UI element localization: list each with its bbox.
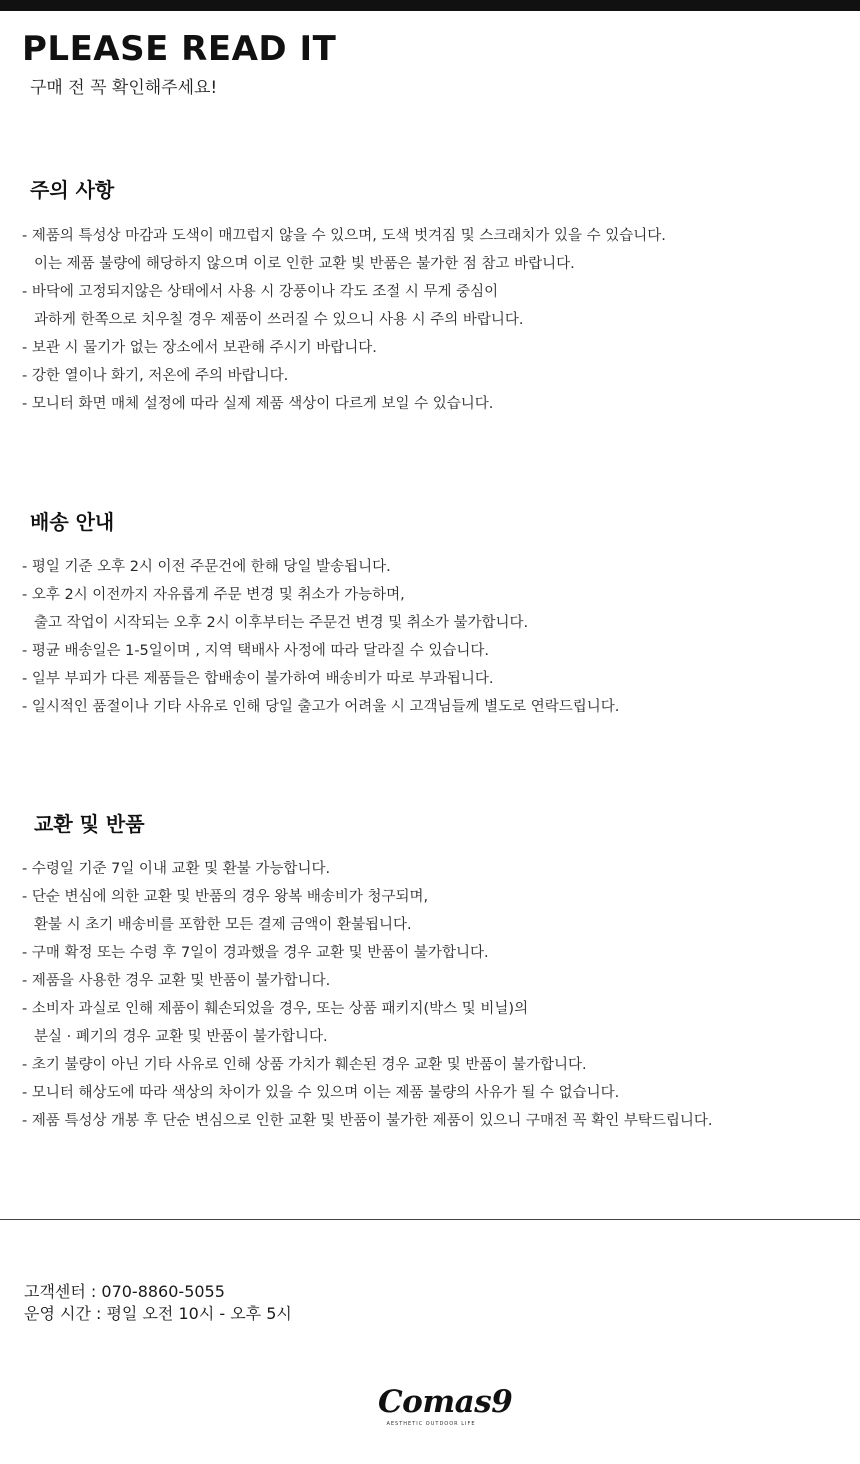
exchange-line: - 단순 변심에 의한 교환 및 반품의 경우 왕복 배송비가 청구되며, [22, 889, 429, 905]
exchange-list [22, 855, 713, 1135]
footer-divider [0, 1219, 860, 1220]
caution-line: - 보관 시 물기가 없는 장소에서 보관해 주시기 바랍니다. [22, 340, 377, 356]
caution-line: - 제품의 특성상 마감과 도색이 매끄럽지 않을 수 있으며, 도색 벗겨짐 및 스크래치가 있을 수 있습니다. [22, 228, 666, 244]
operating-hours: 운영 시간 : 평일 오전 10시 - 오후 5시 [24, 1304, 292, 1323]
section-heading-caution: 주의 사항 [30, 178, 115, 202]
brand-logo-tagline: AESTHETIC OUTDOOR LIFE [386, 1421, 476, 1427]
delivery-line: - 오후 2시 이전까지 자유롭게 주문 변경 및 취소가 가능하며, [22, 587, 405, 603]
customer-center-phone: 고객센터 : 070-8860-5055 [24, 1282, 225, 1301]
contact-info [24, 1281, 292, 1325]
delivery-line: - 평균 배송일은 1-5일이며 , 지역 택배사 사정에 따라 달라질 수 있습니다. [22, 643, 490, 659]
top-border-bar [0, 0, 860, 11]
caution-list [22, 222, 666, 418]
caution-line: 과하게 한쪽으로 치우칠 경우 제품이 쓰러질 수 있으니 사용 시 주의 바랍니다. [34, 312, 524, 328]
exchange-line: - 모니터 해상도에 따라 색상의 차이가 있을 수 있으며 이는 제품 불량의 사유가 될 수 없습니다. [22, 1085, 620, 1101]
exchange-line: 분실 · 폐기의 경우 교환 및 반품이 불가합니다. [34, 1029, 328, 1045]
exchange-line: - 초기 불량이 아닌 기타 사유로 인해 상품 가치가 훼손된 경우 교환 및 반품이 불가합니다. [22, 1057, 587, 1073]
exchange-line: - 소비자 과실로 인해 제품이 훼손되었을 경우, 또는 상품 패키지(박스 및 비닐)의 [22, 1001, 529, 1017]
page-subtitle: 구매 전 꼭 확인해주세요! [30, 78, 218, 98]
exchange-line: - 구매 확정 또는 수령 후 7일이 경과했을 경우 교환 및 반품이 불가합니다. [22, 945, 489, 961]
delivery-list [22, 553, 619, 721]
brand-logo-wordmark: Comas9 [378, 1384, 513, 1420]
exchange-line: - 제품을 사용한 경우 교환 및 반품이 불가합니다. [22, 973, 331, 989]
section-heading-delivery: 배송 안내 [30, 510, 115, 534]
delivery-line: - 일시적인 품절이나 기타 사유로 인해 당일 출고가 어려울 시 고객님들께 별도로 연락드립니다. [22, 699, 620, 715]
delivery-line: - 일부 부피가 다른 제품들은 합배송이 불가하여 배송비가 따로 부과됩니다. [22, 671, 494, 687]
section-heading-exchange: 교환 및 반품 [34, 812, 145, 836]
delivery-line: - 평일 기준 오후 2시 이전 주문건에 한해 당일 발송됩니다. [22, 559, 391, 575]
caution-line: 이는 제품 불량에 해당하지 않으며 이로 인한 교환 빛 반품은 불가한 점 참고 바랍니다. [34, 256, 575, 272]
caution-line: - 바닥에 고정되지않은 상태에서 사용 시 강풍이나 각도 조절 시 무게 중심이 [22, 284, 499, 300]
page-title: PLEASE READ IT [22, 29, 337, 69]
delivery-line: 출고 작업이 시작되는 오후 2시 이후부터는 주문건 변경 및 취소가 불가합니다. [34, 615, 529, 631]
exchange-line: - 수령일 기준 7일 이내 교환 및 환불 가능합니다. [22, 861, 331, 877]
caution-line: - 모니터 화면 매체 설정에 따라 실제 제품 색상이 다르게 보일 수 있습니다. [22, 396, 494, 412]
caution-line: - 강한 열이나 화기, 저온에 주의 바랍니다. [22, 368, 289, 384]
brand-logo [378, 1384, 513, 1434]
exchange-line: 환불 시 초기 배송비를 포함한 모든 결제 금액이 환불됩니다. [34, 917, 412, 933]
exchange-line: - 제품 특성상 개봉 후 단순 변심으로 인한 교환 및 반품이 불가한 제품이 있으니 구매전 꼭 확인 부탁드립니다. [22, 1113, 713, 1129]
